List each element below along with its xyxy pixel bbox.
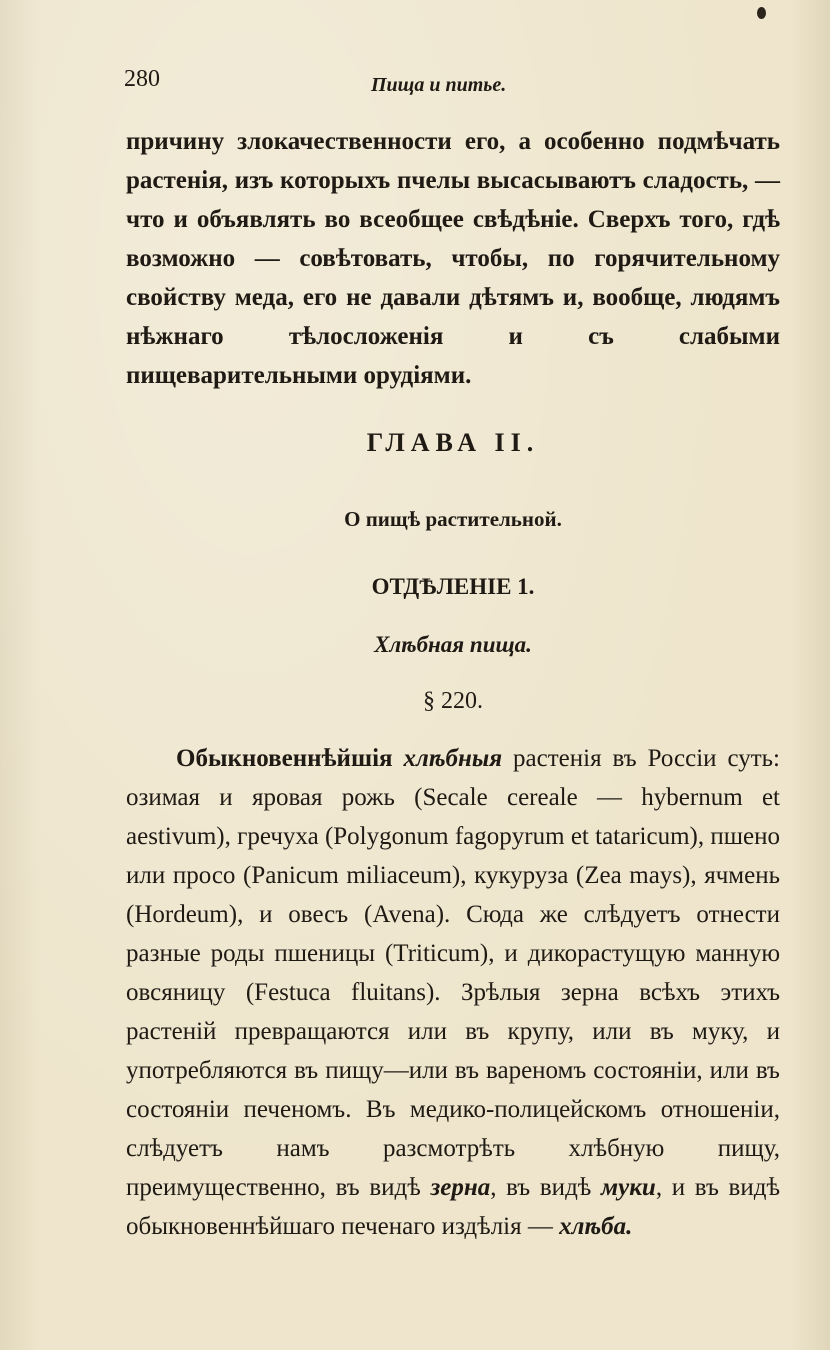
chapter-heading: ГЛАВА II. [366, 428, 540, 457]
page-header [124, 66, 774, 106]
section-title: Хлѣбная пища. [374, 632, 532, 657]
emphasis-grain-form: зерна [430, 1174, 491, 1201]
department-heading: ОТДѢЛЕНІЕ 1. [371, 574, 535, 599]
section-number: § 220. [423, 688, 483, 714]
running-head: Пища и питье. [371, 74, 507, 96]
emphasis-bread-form: хлѣба. [559, 1213, 633, 1240]
main-paragraph [126, 739, 780, 1246]
emphasis-grain: хлѣбныя [403, 745, 503, 772]
chapter-subtitle: О пищѣ растительной. [344, 507, 562, 531]
top-paragraph: причину злокачественности его, а особенно подмѣчать растенія, изъ которыхъ пчелы высасываютъ сладость, — что и объявлять во всеобщее свѣдѣніе. Сверхъ того, гдѣ возможно — совѣтовать, чтобы, по горячительному свойству меда, его не давали дѣтямъ и, вообще, людямъ нѣжнаго тѣлосложенія и съ слабыми пищеварительными орудіями. [126, 128, 780, 389]
page-number: 280 [124, 66, 160, 92]
paragraph-body: растенія въ Россіи суть: озимая и яровая рожь (Secale cereale — hybernum et aestivum), гречуха (Polygonum fagopyrum et tataricum), пшено или просо (Panicum miliaceum), кукуруза (Zea mays), ячмень (Hordeum), и овесъ (Avena). Сюда же слѣдуетъ отнести разные роды пшеницы (Triticum), и дикорастущую манную овсяницу (Festuca fluitans). Зрѣлыя зерна всѣхъ этихъ растеній превращаются или въ крупу, или въ муку, и употребляются въ пищу—или въ вареномъ состояніи, или въ состояніи печеномъ. Въ медико-полицейскомъ отношеніи, слѣдуетъ намъ разсмотрѣть хлѣбную пищу, преимущественно, въ видѣ [126, 745, 781, 1201]
emphasis-flour-form: муки [601, 1174, 656, 1201]
paragraph-separator-1: , въ видѣ [490, 1174, 592, 1201]
paragraph-lead: Обыкновеннѣйшія [176, 745, 393, 772]
paragraph-separator-2: , и въ видѣ обыкновеннѣйшаго печенаго издѣлія — [126, 1174, 781, 1240]
ink-blot [757, 7, 766, 19]
